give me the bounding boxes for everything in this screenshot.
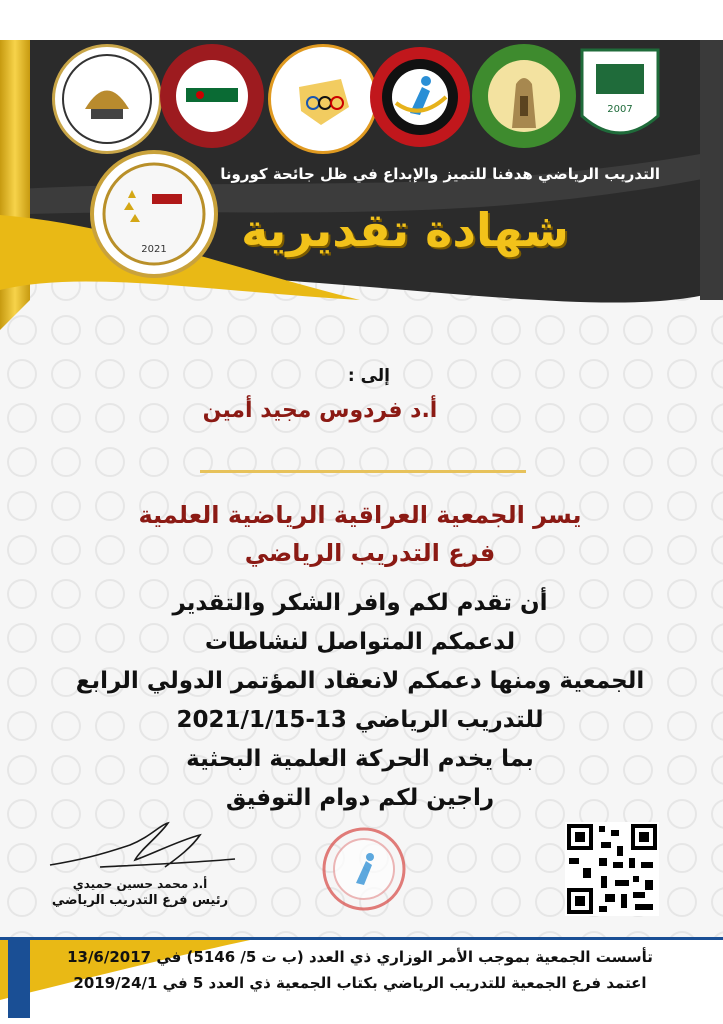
association-stamp-icon [320,825,408,913]
signatory-title: رئيس فرع التدريب الرياضي [51,893,229,908]
signature-scribble [40,815,240,877]
body-line: للتدريب الرياضي 13-2021/1/15 [176,707,544,733]
certificate-title: شهادة تقديرية [241,203,569,257]
qr-code-icon [565,822,659,916]
branch-approval-note: اعتمد فرع الجمعية للتدريب الرياضي بكتاب الجمعية ذي العدد 5 في 2019/24/1 [73,974,647,992]
iraqi-sport-scientific-association-logo [268,44,378,154]
svg-text:2021: 2021 [141,244,167,255]
to-label: إلى : [347,366,390,386]
ministry-higher-education-logo [52,44,162,154]
body-line: لدعمكم المتواصل لنشاطات [204,629,516,655]
divider-line [200,470,526,473]
university-of-misan-logo [578,46,662,150]
designer-logo-icon [8,940,30,1018]
ministry-youth-sport-logo [160,44,264,148]
body-line: الجمعية ومنها دعمكم لانعقاد المؤتمر الدولي الرابع [75,668,645,694]
footer-divider [0,937,723,940]
conference-tagline: التدريب الرياضي هدفنا للتميز والإبداع في ظل جائحة كورونا [220,165,660,183]
svg-text:2007: 2007 [607,104,633,115]
sport-training-branch-logo [370,47,470,147]
founding-note: تأسست الجمعية بموجب الأمر الوزاري ذي العدد (ب ت 5/ 5146) في 13/6/2017 [67,948,653,966]
organization-name: يسر الجمعية العراقية الرياضية العلمية [138,501,582,529]
branch-name: فرع التدريب الرياضي [244,539,496,567]
signatory-name: أ.د محمد حسين حميدي [72,877,208,891]
body-line: بما يخدم الحركة العلمية البحثية [186,746,534,772]
recipient-name: أ.د فردوس مجيد أمين [202,398,438,423]
body-line: راجين لكم دوام التوفيق [225,785,495,811]
wasit-university-logo [472,44,576,148]
body-line: أن تقدم لكم وافر الشكر والتقدير [172,590,548,616]
